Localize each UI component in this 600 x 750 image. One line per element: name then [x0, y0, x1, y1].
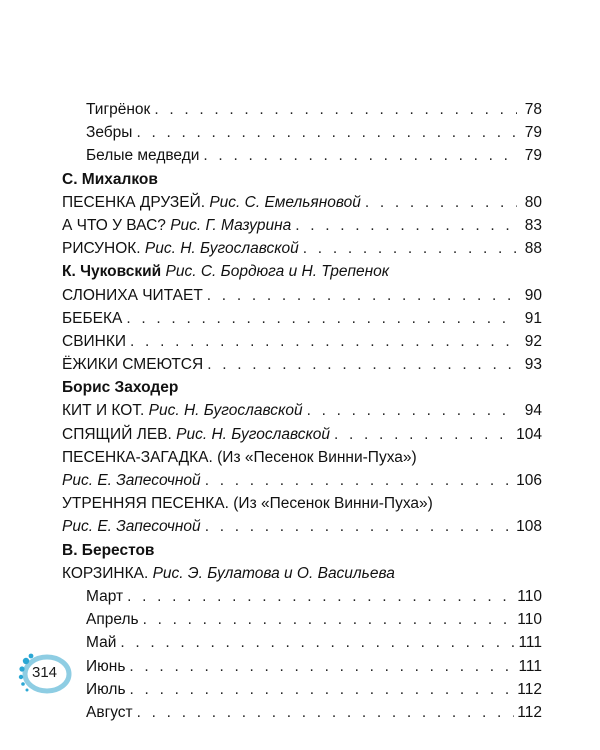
page-number-badge [14, 648, 74, 700]
toc-entry [62, 585, 542, 608]
dot-leader [207, 353, 517, 376]
author-name: В. Берестов [62, 541, 155, 559]
entry-title: УТРЕННЯЯ ПЕСЕНКА. [62, 495, 229, 513]
toc-entry [62, 423, 542, 446]
illustrator-credit: Рис. Г. Мазурина [170, 216, 292, 234]
dot-leader [154, 98, 517, 121]
page-ref: 106 [516, 472, 542, 489]
dot-leader [130, 330, 517, 353]
author-heading [62, 539, 542, 562]
toc-entry [62, 469, 542, 492]
page-ref: 91 [524, 309, 542, 327]
page-ref: 94 [524, 402, 542, 420]
entry-note: (Из «Песенок Винни-Пуха») [217, 448, 417, 466]
table-of-contents [62, 98, 542, 724]
illustrator-credit: Рис. Е. Запесочной [62, 518, 201, 536]
page-ref: 79 [524, 147, 542, 165]
dot-leader [126, 307, 517, 330]
illustrator-credit: Рис. Н. Бугославской [148, 402, 303, 420]
entry-title: Тигрёнок [86, 101, 151, 118]
toc-entry [62, 121, 542, 144]
author-heading [62, 168, 542, 191]
toc-entry [62, 492, 542, 515]
page-ref: 112 [517, 680, 542, 698]
illustrator-credit: Рис. Н. Бугославской [176, 425, 331, 443]
toc-entry [62, 562, 542, 585]
entry-title: КОРЗИНКА. [62, 564, 149, 582]
dot-leader [129, 655, 515, 678]
entry-title: А ЧТО У ВАС? [62, 216, 166, 234]
entry-title: СВИНКИ [62, 332, 127, 350]
entry-title: Июнь [86, 657, 126, 675]
entry-title: СЛОНИХА ЧИТАЕТ [62, 286, 203, 304]
toc-entry [62, 701, 542, 724]
page-ref: 79 [524, 124, 542, 142]
dot-leader [334, 423, 513, 446]
illustrator-credit: Рис. Н. Бугославской [144, 240, 299, 258]
toc-entry [62, 330, 542, 353]
toc-entry [62, 98, 542, 121]
page-number: 314 [32, 664, 58, 681]
dot-leader [295, 214, 517, 237]
page-ref: 78 [524, 101, 542, 118]
dot-leader [137, 701, 515, 724]
dot-leader [136, 121, 517, 144]
page-ref: 80 [524, 193, 542, 211]
toc-entry [62, 678, 542, 701]
entry-title: Июль [86, 680, 126, 698]
page-ref: 104 [516, 425, 542, 443]
entry-title: БЕБЕКА [62, 309, 123, 327]
page-ref: 110 [517, 587, 542, 605]
author-name: С. Михалков [62, 170, 158, 188]
toc-entry [62, 237, 542, 260]
page-ref: 111 [518, 634, 542, 652]
author-name: Борис Заходер [62, 379, 179, 397]
toc-entry [62, 515, 542, 538]
page-ref: 88 [524, 240, 542, 258]
entry-title: Март [86, 587, 124, 605]
author-heading [62, 260, 542, 283]
dot-leader [203, 144, 517, 167]
toc-entry [62, 191, 542, 214]
page-ref: 93 [524, 356, 542, 374]
entry-title: ЁЖИКИ СМЕЮТСЯ [62, 356, 204, 374]
entry-title: Май [86, 634, 117, 652]
entry-title: Август [86, 703, 133, 721]
dot-leader [143, 608, 515, 631]
dot-leader [303, 237, 517, 260]
toc-entry [62, 655, 542, 678]
page-ref: 108 [516, 518, 542, 536]
dot-leader [365, 191, 517, 214]
entry-title: ПЕСЕНКА ДРУЗЕЙ. [62, 193, 206, 211]
author-name: К. Чуковский [62, 263, 162, 281]
dot-leader [120, 631, 515, 654]
toc-entry [62, 144, 542, 167]
page-ref: 112 [517, 703, 542, 721]
toc-entry [62, 284, 542, 307]
page-ref: 92 [524, 332, 542, 350]
dot-leader [127, 585, 514, 608]
toc-entry [62, 307, 542, 330]
page-ref: 110 [517, 611, 542, 629]
page-ref: 111 [518, 657, 542, 675]
illustrator-credit: Рис. С. Емельяновой [209, 193, 361, 211]
dot-leader [205, 469, 513, 492]
toc-entry [62, 353, 542, 376]
entry-title: КИТ И КОТ. [62, 402, 145, 420]
entry-title: РИСУНОК. [62, 240, 141, 258]
dot-leader [307, 399, 517, 422]
author-heading [62, 376, 542, 399]
toc-entry [62, 214, 542, 237]
entry-title: Белые медведи [86, 147, 200, 165]
toc-entry [62, 399, 542, 422]
toc-entry [62, 631, 542, 654]
page-ref: 83 [524, 216, 542, 234]
page-ref: 90 [524, 286, 542, 304]
dot-leader [130, 678, 515, 701]
entry-title: ПЕСЕНКА-ЗАГАДКА. [62, 448, 213, 466]
dot-leader [205, 515, 513, 538]
dot-leader [207, 284, 517, 307]
entry-title: СПЯЩИЙ ЛЕВ. [62, 425, 172, 443]
toc-entry [62, 608, 542, 631]
toc-entry [62, 446, 542, 469]
illustrator-credit: Рис. Э. Булатова и О. Васильева [152, 564, 395, 582]
entry-title: Апрель [86, 611, 139, 629]
entry-note: (Из «Песенок Винни-Пуха») [233, 495, 433, 513]
illustrator-credit: Рис. С. Бордюга и Н. Трепенок [165, 263, 390, 281]
illustrator-credit: Рис. Е. Запесочной [62, 472, 201, 489]
entry-title: Зебры [86, 124, 133, 142]
